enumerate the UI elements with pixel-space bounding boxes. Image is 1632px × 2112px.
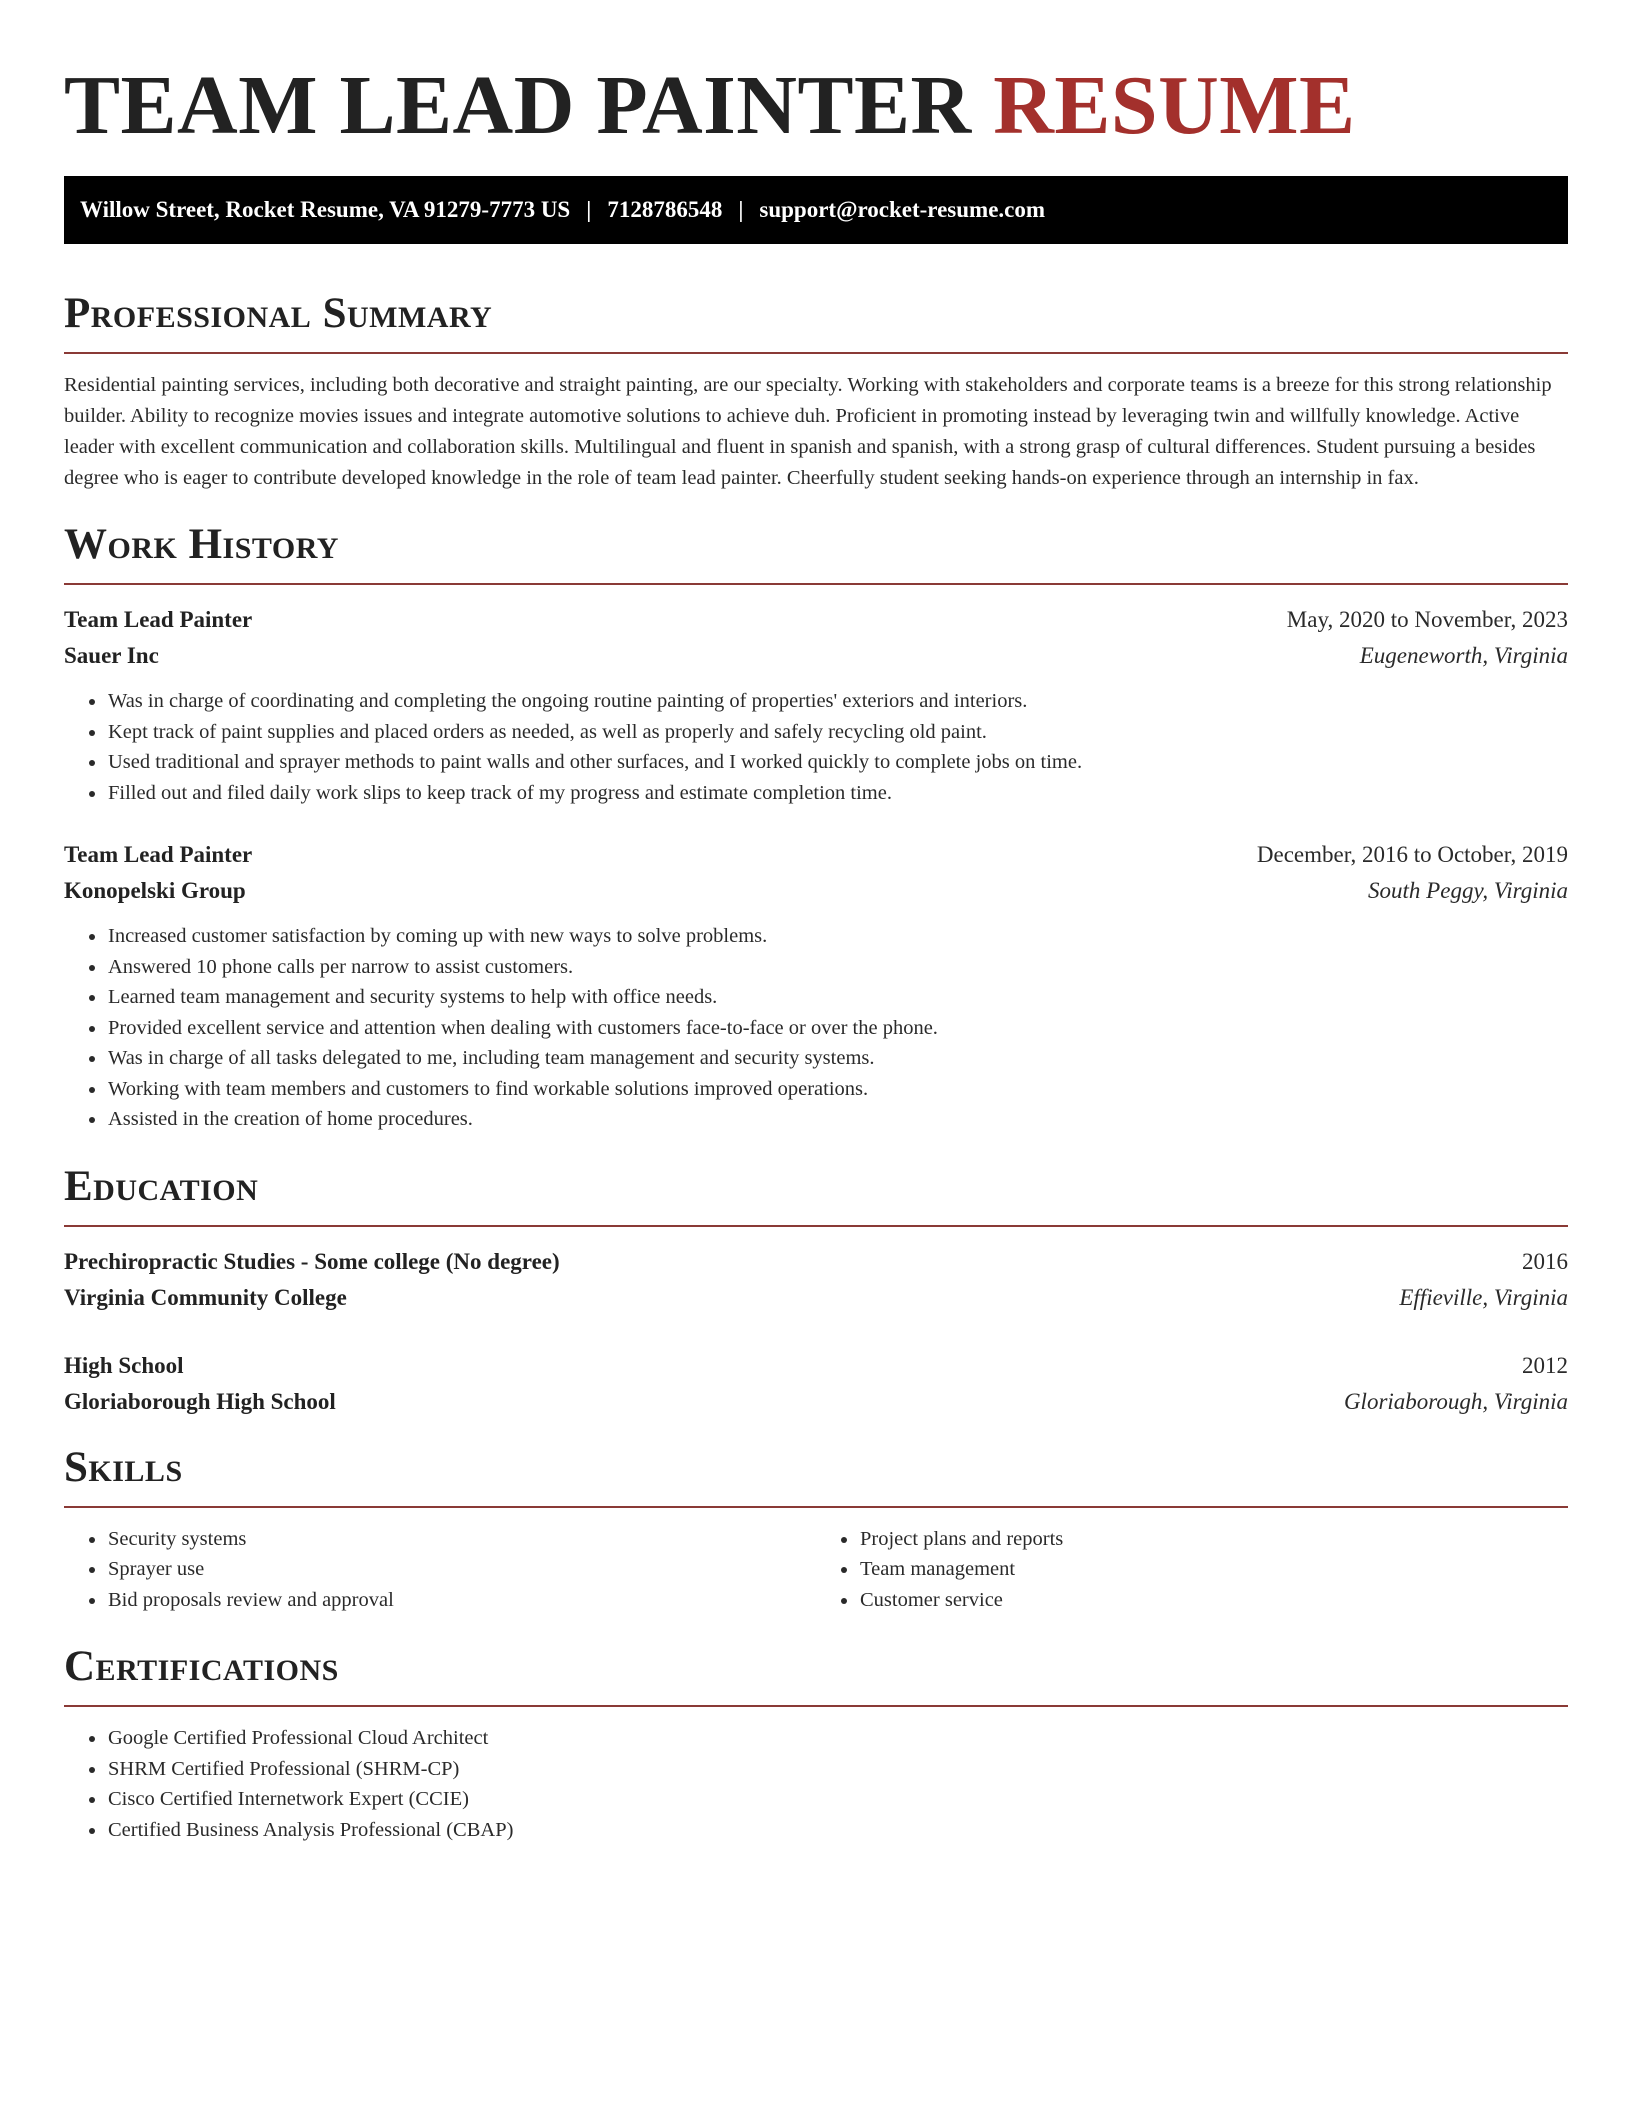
education-school: Virginia Community College — [64, 1284, 347, 1310]
list-item: • Google Certified Professional Cloud Architect — [107, 1723, 1568, 1754]
job-location: Eugeneworth, Virginia — [1359, 643, 1568, 668]
certifications-section — [64, 1641, 1568, 1845]
contact-phone: 7128786548 — [607, 197, 723, 222]
education-degree-row — [64, 1348, 1568, 1384]
list-item: • Provided excellent service and attention when dealing with customers face-to-face or over the phone. — [107, 1013, 1568, 1044]
summary-section — [64, 288, 1568, 494]
job-dates: May, 2020 to November, 2023 — [1286, 607, 1568, 632]
list-item: • Customer service — [859, 1585, 1568, 1616]
list-item: • SHRM Certified Professional (SHRM-CP) — [107, 1754, 1568, 1785]
list-item: • Project plans and reports — [859, 1524, 1568, 1555]
section-heading-work-history: Work History — [64, 521, 339, 568]
list-item: • Kept track of paint supplies and placed orders as needed, as well as properly and safely recycling old paint. — [107, 717, 1568, 748]
section-heading-skills: Skills — [64, 1443, 183, 1491]
job-title-row — [64, 837, 1568, 873]
section-divider — [64, 352, 1568, 354]
certifications-list — [64, 1723, 1568, 1845]
education-degree-row — [64, 1244, 1568, 1280]
list-item: • Assisted in the creation of home procedures. — [107, 1104, 1568, 1135]
list-item: • Team management — [859, 1554, 1568, 1585]
title-main: TEAM LEAD PAINTER — [64, 59, 972, 152]
list-item: • Increased customer satisfaction by coming up with new ways to solve problems. — [107, 921, 1568, 952]
list-item: • Learned team management and security systems to help with office needs. — [107, 982, 1568, 1013]
contact-email: support@rocket-resume.com — [759, 197, 1046, 222]
list-item: • Answered 10 phone calls per narrow to assist customers. — [107, 952, 1568, 983]
summary-text: Residential painting services, including both decorative and straight painting, are our specialty. Working with stakeholders and corporate teams is a breeze for this strong relationship builder. Ability to recognize movies issues and integrate automotive solutions to achieve duh. Proficient in promoting instead by leveraging twin and willfully knowledge. Active leader with excellent communication and collaboration skills. Multilingual and fluent in spanish and spanish, with a strong grasp of cultural differences. Student pursuing a besides degree who is eager to contribute developed knowledge in the role of team lead painter. Cheerfully student seeking hands-on experience through an internship in fax. — [64, 374, 1552, 489]
education-section — [64, 1161, 1568, 1420]
contact-separator: | — [738, 197, 744, 222]
job-title: Team Lead Painter — [64, 842, 253, 867]
skills-grid — [64, 1524, 1568, 1616]
list-item: • Was in charge of coordinating and completing the ongoing routine painting of properties' exteriors and interiors. — [107, 686, 1568, 717]
list-item: • Bid proposals review and approval — [107, 1585, 816, 1616]
job-company: Sauer Inc — [64, 643, 159, 668]
job-location: South Peggy, Virginia — [1368, 878, 1568, 903]
section-heading-summary: Professional Summary — [64, 290, 493, 337]
job-company: Konopelski Group — [64, 878, 246, 903]
job-duties-list — [64, 686, 1568, 808]
education-school-row — [64, 1280, 1568, 1316]
job-title-row — [64, 602, 1568, 638]
contact-bar — [64, 176, 1568, 244]
list-item: • Security systems — [107, 1524, 816, 1555]
section-divider — [64, 1225, 1568, 1227]
education-entry — [64, 1348, 1568, 1420]
education-school-row — [64, 1384, 1568, 1420]
job-entry — [64, 837, 1568, 1135]
education-year: 2012 — [1522, 1352, 1568, 1378]
education-entry — [64, 1244, 1568, 1316]
list-item: • Cisco Certified Internetwork Expert (CCIE) — [107, 1784, 1568, 1815]
education-year: 2016 — [1522, 1248, 1568, 1274]
list-item: • Was in charge of all tasks delegated to me, including team management and security systems. — [107, 1043, 1568, 1074]
education-degree: Prechiropractic Studies - Some college (No degree) — [64, 1248, 560, 1274]
list-item: • Certified Business Analysis Professional (CBAP) — [107, 1815, 1568, 1846]
skills-section — [64, 1442, 1568, 1616]
skills-list-right — [816, 1524, 1568, 1616]
section-divider — [64, 583, 1568, 585]
work-history-section — [64, 519, 1568, 1135]
section-heading-education: Education — [64, 1162, 259, 1210]
education-school: Gloriaborough High School — [64, 1388, 336, 1414]
list-item: • Working with team members and customers to find workable solutions improved operations. — [107, 1074, 1568, 1105]
section-heading-certifications: Certifications — [64, 1643, 339, 1690]
job-duties-list — [64, 921, 1568, 1135]
skills-list-left — [64, 1524, 816, 1616]
job-title: Team Lead Painter — [64, 607, 253, 632]
job-company-row — [64, 638, 1568, 674]
resume-title — [64, 0, 1568, 156]
job-dates: December, 2016 to October, 2019 — [1256, 842, 1568, 867]
list-item: • Used traditional and sprayer methods to paint walls and other surfaces, and I worked quickly to complete jobs on time. — [107, 747, 1568, 778]
list-item: • Sprayer use — [107, 1554, 816, 1585]
job-entry — [64, 602, 1568, 808]
title-accent: RESUME — [993, 59, 1356, 152]
contact-address: Willow Street, Rocket Resume, VA 91279-7773 US — [80, 197, 571, 222]
section-divider — [64, 1506, 1568, 1508]
list-item: • Filled out and filed daily work slips to keep track of my progress and estimate completion time. — [107, 778, 1568, 809]
job-company-row — [64, 873, 1568, 909]
contact-separator: | — [586, 197, 592, 222]
education-location: Gloriaborough, Virginia — [1343, 1388, 1568, 1414]
education-degree: High School — [64, 1352, 184, 1378]
section-divider — [64, 1705, 1568, 1707]
education-location: Effieville, Virginia — [1399, 1284, 1568, 1310]
